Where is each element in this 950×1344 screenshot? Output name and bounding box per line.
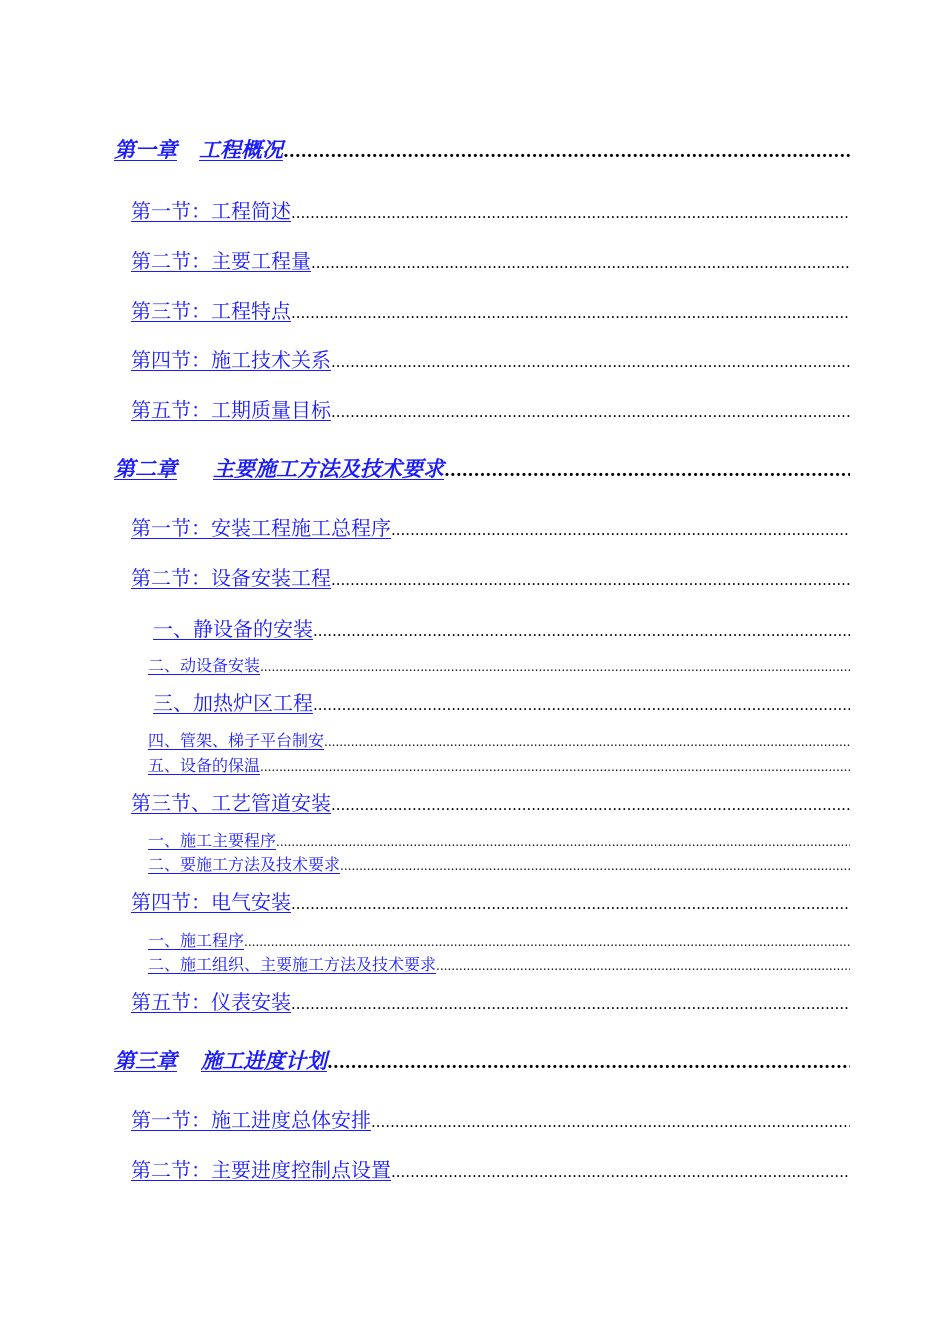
chapter-number: 第三章 <box>114 1048 177 1073</box>
toc-item-link[interactable]: 五、设备的保温 <box>148 756 261 775</box>
toc-item-link[interactable]: 四、管架、梯子平台制安 <box>148 731 325 750</box>
dot-leader <box>244 935 850 949</box>
dot-leader <box>291 995 850 1013</box>
dot-leader <box>331 796 850 814</box>
dot-leader <box>291 204 850 222</box>
chapter-title: 施工进度计划 <box>201 1048 327 1073</box>
toc-section-link[interactable]: 第一节：工程简述 <box>131 199 291 223</box>
dot-leader <box>313 622 850 640</box>
dot-leader <box>331 353 850 371</box>
toc-item <box>0 828 950 851</box>
toc-section-link[interactable]: 第三节、工艺管道安装 <box>131 791 331 815</box>
toc-section-link[interactable]: 第五节：仪表安装 <box>131 990 291 1014</box>
toc-chapter-1 <box>0 134 950 164</box>
dot-leader <box>436 959 850 973</box>
toc-section-link[interactable]: 第一节：施工进度总体安排 <box>131 1108 371 1132</box>
toc-item-link[interactable]: 一、静设备的安装 <box>153 617 313 641</box>
toc-section <box>0 787 950 816</box>
toc-item-link[interactable]: 二、施工组织、主要施工方法及技术要求 <box>148 955 437 974</box>
dot-leader <box>331 403 850 421</box>
toc-section <box>0 512 950 541</box>
toc-chapter-3 <box>0 1045 950 1075</box>
dot-leader <box>391 1163 850 1181</box>
toc-section-link[interactable]: 第二节：主要工程量 <box>131 249 311 273</box>
toc-section <box>0 394 950 423</box>
dot-leader <box>260 760 850 774</box>
dot-leader <box>260 660 850 674</box>
toc-chapter-3-link[interactable] <box>114 1045 327 1075</box>
dot-leader <box>291 895 850 913</box>
toc-item-link[interactable]: 一、施工主要程序 <box>148 831 277 850</box>
toc-section-link[interactable]: 第一节：安装工程施工总程序 <box>131 516 391 540</box>
dot-leader <box>340 859 850 873</box>
dot-leader <box>313 696 850 714</box>
chapter-title: 工程概况 <box>199 137 283 162</box>
toc-section <box>0 295 950 324</box>
toc-item <box>0 728 950 751</box>
toc-section-link[interactable]: 第五节：工期质量目标 <box>131 398 331 422</box>
dot-leader <box>331 571 850 589</box>
toc-section <box>0 886 950 915</box>
toc-chapter-2 <box>0 453 950 483</box>
toc-item-link[interactable]: 二、动设备安装 <box>148 656 261 675</box>
chapter-title: 主要施工方法及技术要求 <box>213 456 444 481</box>
toc-section <box>0 1154 950 1183</box>
toc-section <box>0 562 950 591</box>
toc-item <box>0 852 950 875</box>
chapter-number: 第一章 <box>114 137 177 162</box>
toc-item-link[interactable]: 二、要施工方法及技术要求 <box>148 855 341 874</box>
dot-leader <box>327 1053 850 1073</box>
toc-section-link[interactable]: 第三节：工程特点 <box>131 299 291 323</box>
toc-section <box>0 195 950 224</box>
toc-section <box>0 245 950 274</box>
dot-leader <box>391 521 850 539</box>
dot-leader <box>283 142 850 162</box>
toc-item-link[interactable]: 三、加热炉区工程 <box>153 691 313 715</box>
chapter-number: 第二章 <box>114 456 177 481</box>
toc-section-link[interactable]: 第四节：施工技术关系 <box>131 348 331 372</box>
dot-leader <box>291 304 850 322</box>
toc-item-link[interactable]: 一、施工程序 <box>148 931 245 950</box>
toc-item <box>0 753 950 776</box>
toc-section <box>0 986 950 1015</box>
toc-item <box>0 928 950 951</box>
toc-section-link[interactable]: 第二节：主要进度控制点设置 <box>131 1158 391 1182</box>
toc-section-link[interactable]: 第四节：电气安装 <box>131 890 291 914</box>
dot-leader <box>371 1113 850 1131</box>
toc-section <box>0 344 950 373</box>
dot-leader <box>311 254 850 272</box>
toc-item <box>0 952 950 975</box>
dot-leader <box>276 835 850 849</box>
toc-section <box>0 1104 950 1133</box>
toc-item <box>0 653 950 676</box>
toc-chapter-1-link[interactable] <box>114 134 283 164</box>
toc-section-link[interactable]: 第二节：设备安装工程 <box>131 566 331 590</box>
toc-chapter-2-link[interactable] <box>114 453 444 483</box>
toc-item <box>0 613 950 642</box>
toc-item <box>0 687 950 716</box>
dot-leader <box>444 461 850 481</box>
dot-leader <box>324 735 850 749</box>
